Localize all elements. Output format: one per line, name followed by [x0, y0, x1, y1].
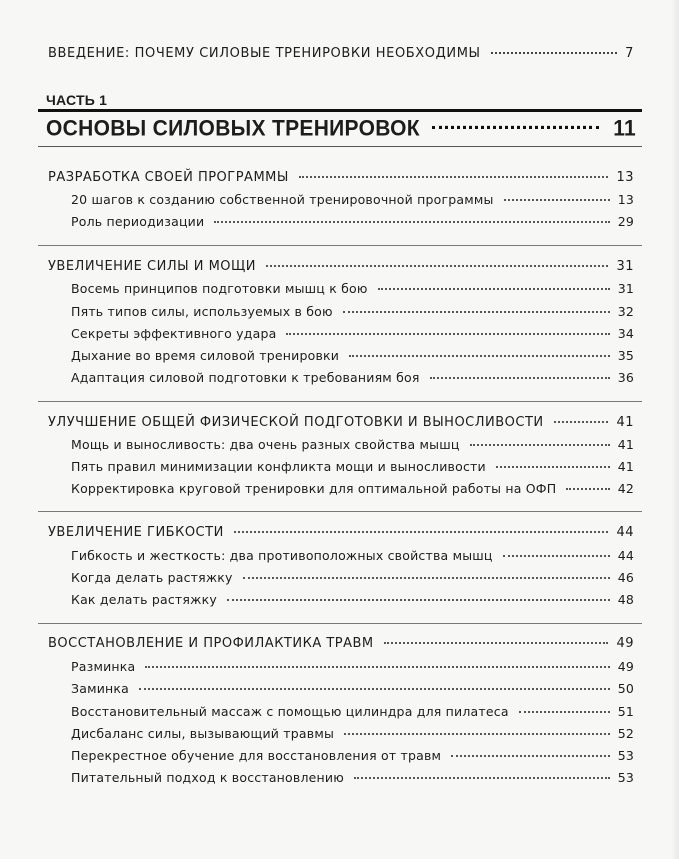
toc-section[interactable]	[71, 192, 634, 207]
chapter-page-number: 49	[616, 636, 634, 651]
toc-section[interactable]	[71, 348, 634, 363]
dot-leader	[470, 444, 610, 446]
dot-leader	[344, 733, 610, 735]
section-title: Адаптация силовой подготовки к требованиям боя	[71, 370, 420, 385]
toc-section[interactable]	[71, 681, 634, 696]
toc-chapter[interactable]	[48, 259, 634, 274]
section-title: Дыхание во время силовой тренировки	[71, 348, 340, 363]
section-title: Перекрестное обучение для восстановления от травм	[71, 748, 442, 763]
toc-section[interactable]	[71, 770, 634, 785]
part-divider-top	[38, 109, 642, 112]
section-page-number: 53	[617, 748, 634, 763]
chapter-page-number: 31	[616, 259, 634, 274]
toc-section[interactable]	[71, 437, 634, 452]
toc-entry-intro[interactable]	[48, 46, 634, 61]
chapter-title: УВЕЛИЧЕНИЕ СИЛЫ И МОЩИ	[48, 259, 256, 274]
dot-leader	[299, 176, 609, 178]
chapter-page-number: 41	[616, 415, 634, 430]
dot-leader	[266, 265, 608, 267]
dot-leader	[378, 288, 610, 290]
section-title: Пять типов силы, используемых в бою	[71, 304, 333, 319]
toc-section[interactable]	[71, 304, 634, 319]
dot-leader	[504, 199, 610, 201]
dot-leader	[430, 377, 610, 379]
intro-title: ВВЕДЕНИЕ: ПОЧЕМУ СИЛОВЫЕ ТРЕНИРОВКИ НЕОБХОДИМЫ	[48, 46, 481, 61]
section-title: Когда делать растяжку	[71, 570, 233, 585]
toc-section[interactable]	[71, 748, 634, 763]
section-title: Восемь принципов подготовки мышц к бою	[71, 281, 368, 296]
dot-leader	[343, 311, 610, 313]
section-title: Как делать растяжку	[71, 592, 217, 607]
section-page-number: 53	[617, 770, 634, 785]
chapter-title: УЛУЧШЕНИЕ ОБЩЕЙ ФИЗИЧЕСКОЙ ПОДГОТОВКИ И ВЫНОСЛИВОСТИ	[48, 415, 544, 430]
part-label: ЧАСТЬ 1	[46, 92, 108, 108]
dot-leader	[566, 488, 609, 490]
chapter-divider	[38, 245, 642, 246]
section-title: Гибкость и жесткость: два противоположных свойства мышц	[71, 548, 493, 563]
page-edge-shadow	[671, 0, 679, 859]
toc-chapter[interactable]	[48, 525, 634, 540]
dot-leader	[349, 355, 610, 357]
dot-leader	[496, 466, 610, 468]
dot-leader	[491, 52, 618, 54]
toc-entry-part-1[interactable]	[46, 116, 636, 141]
section-title: Дисбаланс силы, вызывающий травмы	[71, 726, 335, 741]
toc-chapter[interactable]	[48, 415, 634, 430]
intro-page-number: 7	[625, 46, 634, 61]
chapter-divider	[38, 511, 642, 512]
section-page-number: 42	[617, 481, 634, 496]
section-title: Секреты эффективного удара	[71, 326, 277, 341]
section-title: Разминка	[71, 659, 136, 674]
section-title: Мощь и выносливость: два очень разных свойства мышц	[71, 437, 460, 452]
chapter-page-number: 13	[616, 170, 634, 185]
dot-leader	[227, 599, 610, 601]
toc-section[interactable]	[71, 659, 634, 674]
chapter-divider	[38, 401, 642, 402]
part-page-number: 11	[613, 116, 636, 141]
dot-leader	[554, 421, 609, 423]
toc-section[interactable]	[71, 548, 634, 563]
section-title: Заминка	[71, 681, 130, 696]
section-page-number: 32	[617, 304, 634, 319]
section-page-number: 41	[617, 459, 634, 474]
section-page-number: 48	[617, 592, 634, 607]
part-title: ОСНОВЫ СИЛОВЫХ ТРЕНИРОВОК	[46, 116, 420, 141]
part-divider-bottom	[38, 146, 642, 147]
toc-chapter[interactable]	[48, 636, 634, 651]
section-page-number: 49	[617, 659, 634, 674]
dot-leader	[519, 711, 610, 713]
section-page-number: 50	[617, 681, 634, 696]
dot-leader	[145, 666, 609, 668]
toc-section[interactable]	[71, 370, 634, 385]
dot-leader	[354, 777, 610, 779]
section-page-number: 34	[617, 326, 634, 341]
toc-section[interactable]	[71, 704, 634, 719]
section-page-number: 51	[617, 704, 634, 719]
toc-section[interactable]	[71, 726, 634, 741]
chapter-title: РАЗРАБОТКА СВОЕЙ ПРОГРАММЫ	[48, 170, 289, 185]
toc-section[interactable]	[71, 326, 634, 341]
toc-section[interactable]	[71, 481, 634, 496]
chapter-page-number: 44	[616, 525, 634, 540]
section-page-number: 35	[617, 348, 634, 363]
dot-leader	[214, 221, 609, 223]
section-page-number: 29	[617, 214, 634, 229]
section-title: Корректировка круговой тренировки для оптимальной работы на ОФП	[71, 481, 557, 496]
dot-leader	[503, 555, 610, 557]
chapter-title: УВЕЛИЧЕНИЕ ГИБКОСТИ	[48, 525, 224, 540]
toc-chapter[interactable]	[48, 170, 634, 185]
section-page-number: 36	[617, 370, 634, 385]
section-page-number: 44	[617, 548, 634, 563]
section-title: Восстановительный массаж с помощью цилиндра для пилатеса	[71, 704, 509, 719]
toc-section[interactable]	[71, 281, 634, 296]
section-title: Пять правил минимизации конфликта мощи и выносливости	[71, 459, 486, 474]
section-page-number: 13	[617, 192, 634, 207]
dot-leader	[432, 126, 599, 129]
section-page-number: 31	[617, 281, 634, 296]
dot-leader	[451, 755, 610, 757]
section-title: 20 шагов к созданию собственной тренировочной программы	[71, 192, 494, 207]
toc-section[interactable]	[71, 570, 634, 585]
section-page-number: 46	[617, 570, 634, 585]
dot-leader	[139, 688, 610, 690]
section-title: Роль периодизации	[71, 214, 205, 229]
dot-leader	[384, 642, 609, 644]
toc-section[interactable]	[71, 214, 634, 229]
dot-leader	[234, 531, 609, 533]
chapter-title: ВОССТАНОВЛЕНИЕ И ПРОФИЛАКТИКА ТРАВМ	[48, 636, 374, 651]
section-page-number: 41	[617, 437, 634, 452]
section-title: Питательный подход к восстановлению	[71, 770, 344, 785]
toc-section[interactable]	[71, 592, 634, 607]
section-page-number: 52	[617, 726, 634, 741]
dot-leader	[286, 333, 609, 335]
dot-leader	[243, 577, 610, 579]
chapter-divider	[38, 623, 642, 624]
toc-section[interactable]	[71, 459, 634, 474]
